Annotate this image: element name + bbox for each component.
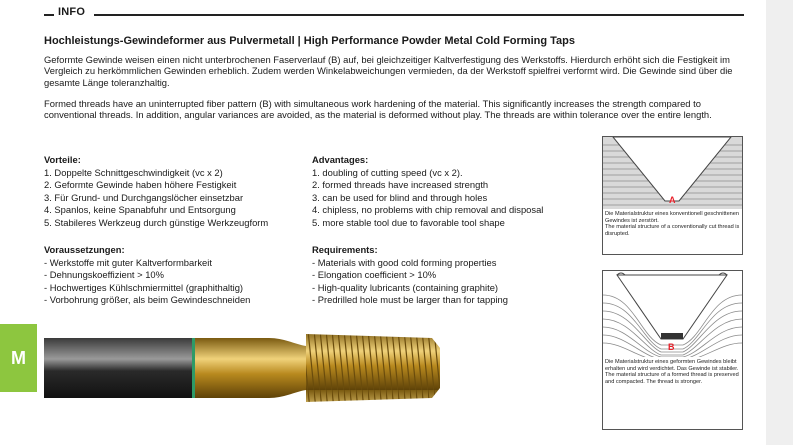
description-en: Formed threads have an uninterrupted fiber pattern (B) with simultaneous work hardening of the material. This significantly increases the strength compared to conventional threads. In addition, angular variances are avoided, as the material is deformed without play. The threads are within tolerance over the entire length. [44, 98, 712, 121]
formed-thread-caption [605, 359, 740, 385]
list-item: 2. Geformte Gewinde haben höhere Festigkeit [44, 179, 237, 191]
list-item: - Vorbohrung größer, als beim Gewindeschneiden [44, 294, 251, 306]
requirements-de [44, 244, 250, 307]
advantages-en-heading: Advantages: [312, 154, 369, 165]
section-dash [44, 14, 54, 16]
description-de: Geformte Gewinde weisen einen nicht unterbrochenen Faserverlauf (B) auf, bei gleichzeitiger Kaltverfestigung des Werkstoffs. Hierdurch erhöht sich die Festigkeit im Vergleich zu herkömmlichen Gewinden erheblich. Zudem werden Winkelabweichungen vermieden, da der Werkstoff spielfrei verformt wird. Die Gewinde sind über die gesamte Länge toleranzhaltig. [44, 54, 733, 88]
page-title: Hochleistungs-Gewindeformer aus Pulvermetall | High Performance Powder Metal Cold Forming Taps [44, 35, 575, 47]
advantages-de [44, 154, 268, 230]
advantages-de-heading: Vorteile: [44, 154, 81, 165]
section-label: INFO [58, 6, 86, 18]
list-item: - Hochwertiges Kühlschmiermittel (graphithaltig) [44, 281, 244, 293]
list-item: - Materials with good cold forming properties [312, 256, 497, 268]
tap-tool-image [44, 330, 444, 410]
category-tab: M [0, 324, 37, 392]
tool-shank [44, 338, 194, 398]
advantages-en [312, 154, 543, 230]
marker-b: B [668, 342, 675, 352]
list-item: 2. formed threads have increased strength [312, 179, 489, 191]
formed-thread-diagram [603, 271, 742, 357]
list-item: - High-quality lubricants (containing graphite) [312, 281, 499, 293]
section-header [44, 6, 744, 22]
caption-en: The material structure of a formed thread is preserved and compacted. The thread is stronger. [605, 372, 739, 385]
caption-de: Die Materialstruktur eines konventionell geschnittenen Gewindes ist zerstört. [605, 211, 740, 224]
list-item: - Dehnungskoeffizient > 10% [44, 269, 164, 281]
caption-de: Die Materialstruktur eines geformten Gewindes bleibt erhalten und wird verdichtet. Das Gewinde ist stabiler. [605, 359, 739, 372]
formed-thread-figure [602, 270, 743, 430]
list-item: 4. chipless, no problems with chip removal and disposal [312, 204, 544, 216]
requirements-en-heading: Requirements: [312, 244, 378, 255]
list-item: 5. Stabileres Werkzeug durch günstige Werkzeugform [44, 216, 269, 228]
list-item: 4. Spanlos, keine Spanabfuhr und Entsorgung [44, 204, 236, 216]
list-item: - Predrilled hole must be larger than for tapping [312, 294, 508, 306]
tool-thread [306, 334, 440, 402]
tool-neck [195, 338, 306, 398]
requirements-de-heading: Voraussetzungen: [44, 244, 125, 255]
caption-en: The material structure of a conventionally cut thread is disrupted. [605, 224, 740, 237]
page-edge-strip [766, 0, 793, 445]
list-item: - Elongation coefficient > 10% [312, 269, 437, 281]
requirements-en [312, 244, 508, 307]
list-item: 3. Für Grund- und Durchgangslöcher einsetzbar [44, 191, 244, 203]
cut-thread-diagram [603, 137, 742, 209]
list-item: 1. Doppelte Schnittgeschwindigkeit (vc x 2) [44, 166, 223, 178]
marker-a-group [669, 195, 676, 205]
list-item: - Werkstoffe mit guter Kaltverformbarkeit [44, 256, 212, 268]
cut-thread-caption [605, 211, 740, 237]
list-item: 3. can be used for blind and through holes [312, 191, 488, 203]
marker-a: A [669, 195, 676, 205]
tool-green-ring [192, 338, 195, 398]
list-item: 5. more stable tool due to favorable tool shape [312, 216, 505, 228]
cut-thread-figure [602, 136, 743, 255]
section-rule [94, 14, 744, 16]
list-item: 1. doubling of cutting speed (vc x 2). [312, 166, 463, 178]
